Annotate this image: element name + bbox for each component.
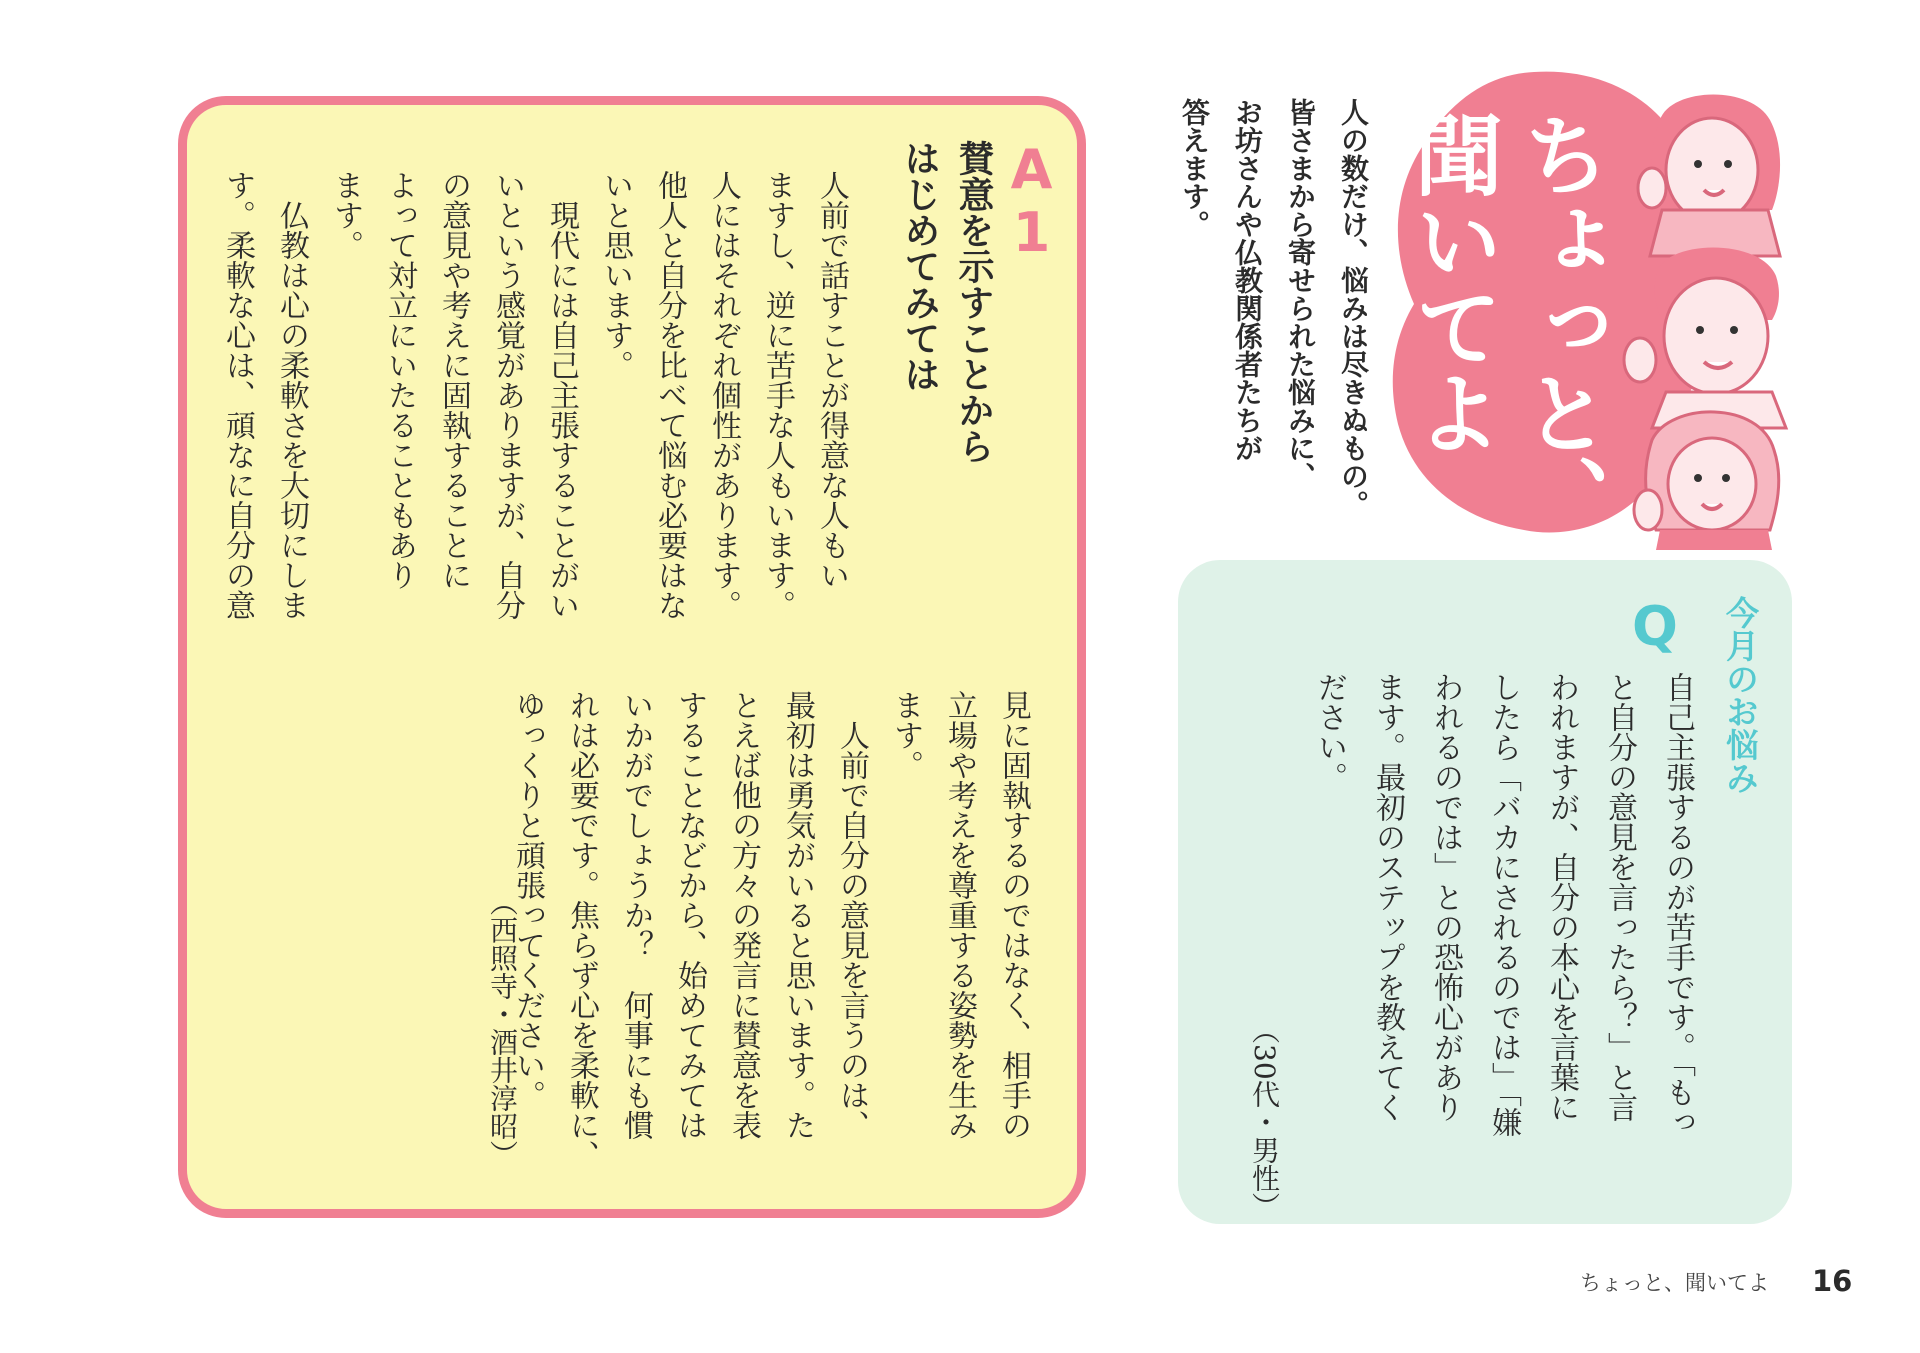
question-label: Q [1632, 595, 1678, 658]
question-body: 自己主張するのが苦手です。「もっ と自分の意見を言ったら？」と言 われますが、自分の本心を言葉に したら「バカにされるのでは」「嫌 われるのでは」との恐怖心があり ます。最初のステップを教えてく ださい。 [1312, 672, 1695, 1137]
bubble-title: ちょっと、 聞いてよ [1401, 110, 1612, 540]
people-illustration [1600, 80, 1810, 550]
answer-body-bottom: 見に固執するのではなく、相手の 立場や考えを尊重する姿勢を生み ます。 人前で自分の意見を言うのは、 最初は勇気がいると思います。た とえば他の方々の発言に賛意を表 することなどから、始めてみては いかがでしょうか？ 何事にも慣 れは必要です。焦らず心を柔軟に、 ゆっくりと頑張ってください。 [510, 690, 1031, 1170]
answer-signature: （西照寺・酒井淳昭） [486, 888, 519, 1168]
answer-heading: 賛意を示すことから はじめてみては [899, 140, 994, 464]
intro-text: 人の数だけ、悩みは尽きぬもの。 皆さまから寄せられた悩みに、 お坊さんや仏教関係者たちが 答えます。 [1178, 98, 1370, 518]
question-title: 今月のお悩み [1721, 596, 1760, 794]
question-asker: （30代・男性） [1248, 1016, 1281, 1220]
answer-label: A1 [1000, 138, 1063, 264]
answer-body-top: 人前で話すことが得意な人もい ますし、逆に苦手な人もいます。 人にはそれぞれ個性があります。 他人と自分を比べて悩む必要はな いと思います。 現代には自己主張することがい いという感覚がありますが、自分 の意見や考えに固執することに よって対立にいたることもあり ます。 仏教は心の柔軟さを大切にしま す。柔軟な心は、頑なに自分の意 [220, 170, 849, 620]
page-number: 16 [1812, 1264, 1853, 1298]
running-title: ちょっと、聞いてよ [1580, 1271, 1769, 1295]
